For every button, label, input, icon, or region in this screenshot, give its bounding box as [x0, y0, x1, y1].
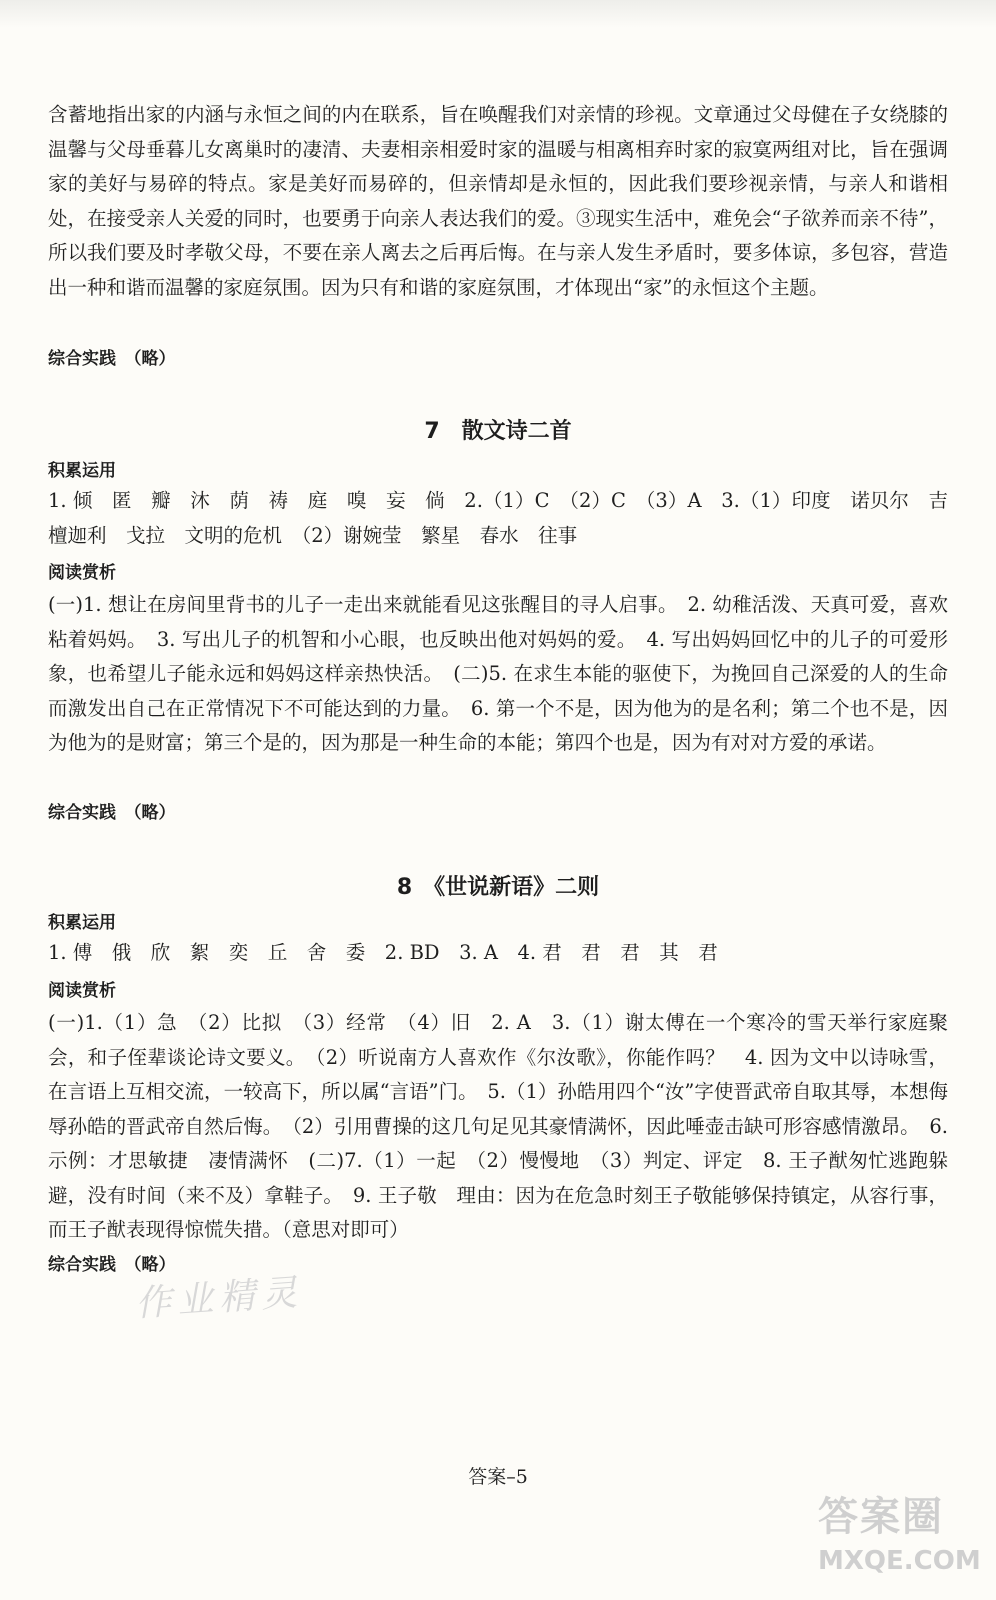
intro-paragraph: 含蓄地指出家的内涵与永恒之间的内在联系，旨在唤醒我们对亲情的珍视。文章通过父母健在子女绕膝的温馨与父母垂暮儿女离巢时的凄清、夫妻相亲相爱时家的温暖与相离相弃时家的寂寞两组对比，旨在强调家的美好与易碎的特点。家是美好而易碎的，但亲情却是永恒的，因此我们要珍视亲情，与亲人和谐相处，在接受亲人关爱的同时，也要勇于向亲人表达我们的爱。③现实生活中，难免会“子欲养而亲不待”，所以我们要及时孝敬父母，不要在亲人离去之后再后悔。在与亲人发生矛盾时，要多体谅，多包容，营造出一种和谐而温馨的家庭氛围。因为只有和谐的家庭氛围，才体现出“家”的永恒这个主题。 — [48, 103, 948, 299]
practice-label-intro: 综合实践 （略） — [48, 349, 176, 369]
section-7-title: 7 散文诗二首 — [424, 419, 572, 444]
section-7-accum-label: 积累运用 — [48, 461, 116, 481]
section-7-read-text: (一)1. 想让在房间里背书的儿子一走出来就能看见这张醒目的寻人启事。 2. 幼稚活泼、天真可爱，喜欢粘着妈妈。 3. 写出儿子的机智和小心眼，也反映出他对妈妈的爱。 4. 写出妈妈回忆中的儿子的可爱形象，也希望儿子能永远和妈妈这样亲热快活。 (二)5. 在求生本能的驱使下，为挽回自己深爱的人的生命而激发出自己在正常情况下不可能达到的力量。 6. 第一个不是，因为他为的是名利；第二个也不是，因为他为的是财富；第三个是的，因为那是一种生命的本能；第四个也是，因为有对对方爱的承诺。 — [48, 593, 948, 754]
section-8-accum-text: 1. 傅 俄 欣 絮 奕 丘 舍 委 2. BD 3. A 4. 君 君 君 其 君 — [48, 941, 718, 964]
page-footer: 答案–5 — [468, 1466, 528, 1488]
watermark-url: MXQE.COM — [818, 1546, 981, 1576]
watermark-logo-text: 答案圈 — [818, 1494, 944, 1540]
section-8-title: 8 《世说新语》二则 — [396, 875, 600, 900]
section-8-accum-label: 积累运用 — [48, 913, 116, 933]
section-8-read-label: 阅读赏析 — [48, 981, 116, 1001]
section-8-read-text: (一)1.（1）急 （2）比拟 （3）经常 （4）旧 2. A 3.（1）谢太傅在一个寒冷的雪天举行家庭聚会，和子侄辈谈论诗文要义。 （2）听说南方人喜欢作《尔汝歌》，你能作吗？ 4. 因为文中以诗咏雪，在言语上互相交流，一较高下，所以属“言语”门。 5.（1）孙皓用四个“汝”字使晋武帝自取其辱，本想侮辱孙皓的晋武帝自然后悔。 （2）引用曹操的这几句足见其豪情满怀，因此唾壶击缺可形容感情激昂。 6. 示例：才思敏捷 凄情满怀 (二)7.（1）一起 （2）慢慢地 （3）判定、评定 8. 王子猷匆忙逃跑躲避，没有时间（来不及）拿鞋子。 9. 王子敬 理由：因为在危急时刻王子敬能够保持镇定，从容行事，而王子猷表现得惊慌失措。（意思对即可） — [48, 1011, 948, 1241]
section-7-practice-label: 综合实践 （略） — [48, 803, 176, 823]
page-top-shadow — [0, 0, 996, 28]
section-8-practice-label: 综合实践 （略） — [48, 1255, 176, 1275]
section-7-accum-text: 1. 倾 匿 瓣 沐 荫 祷 庭 嗅 妄 倘 2.（1）C （2）C （3）A 3.（1）印度 诺贝尔 吉檀迦利 戈拉 文明的危机 （2）谢婉莹 繁星 春水 往事 — [48, 489, 949, 547]
handwritten-watermark: 作业精灵 — [133, 1272, 305, 1325]
section-7-read-label: 阅读赏析 — [48, 563, 116, 583]
site-watermark-logo — [818, 1485, 988, 1595]
